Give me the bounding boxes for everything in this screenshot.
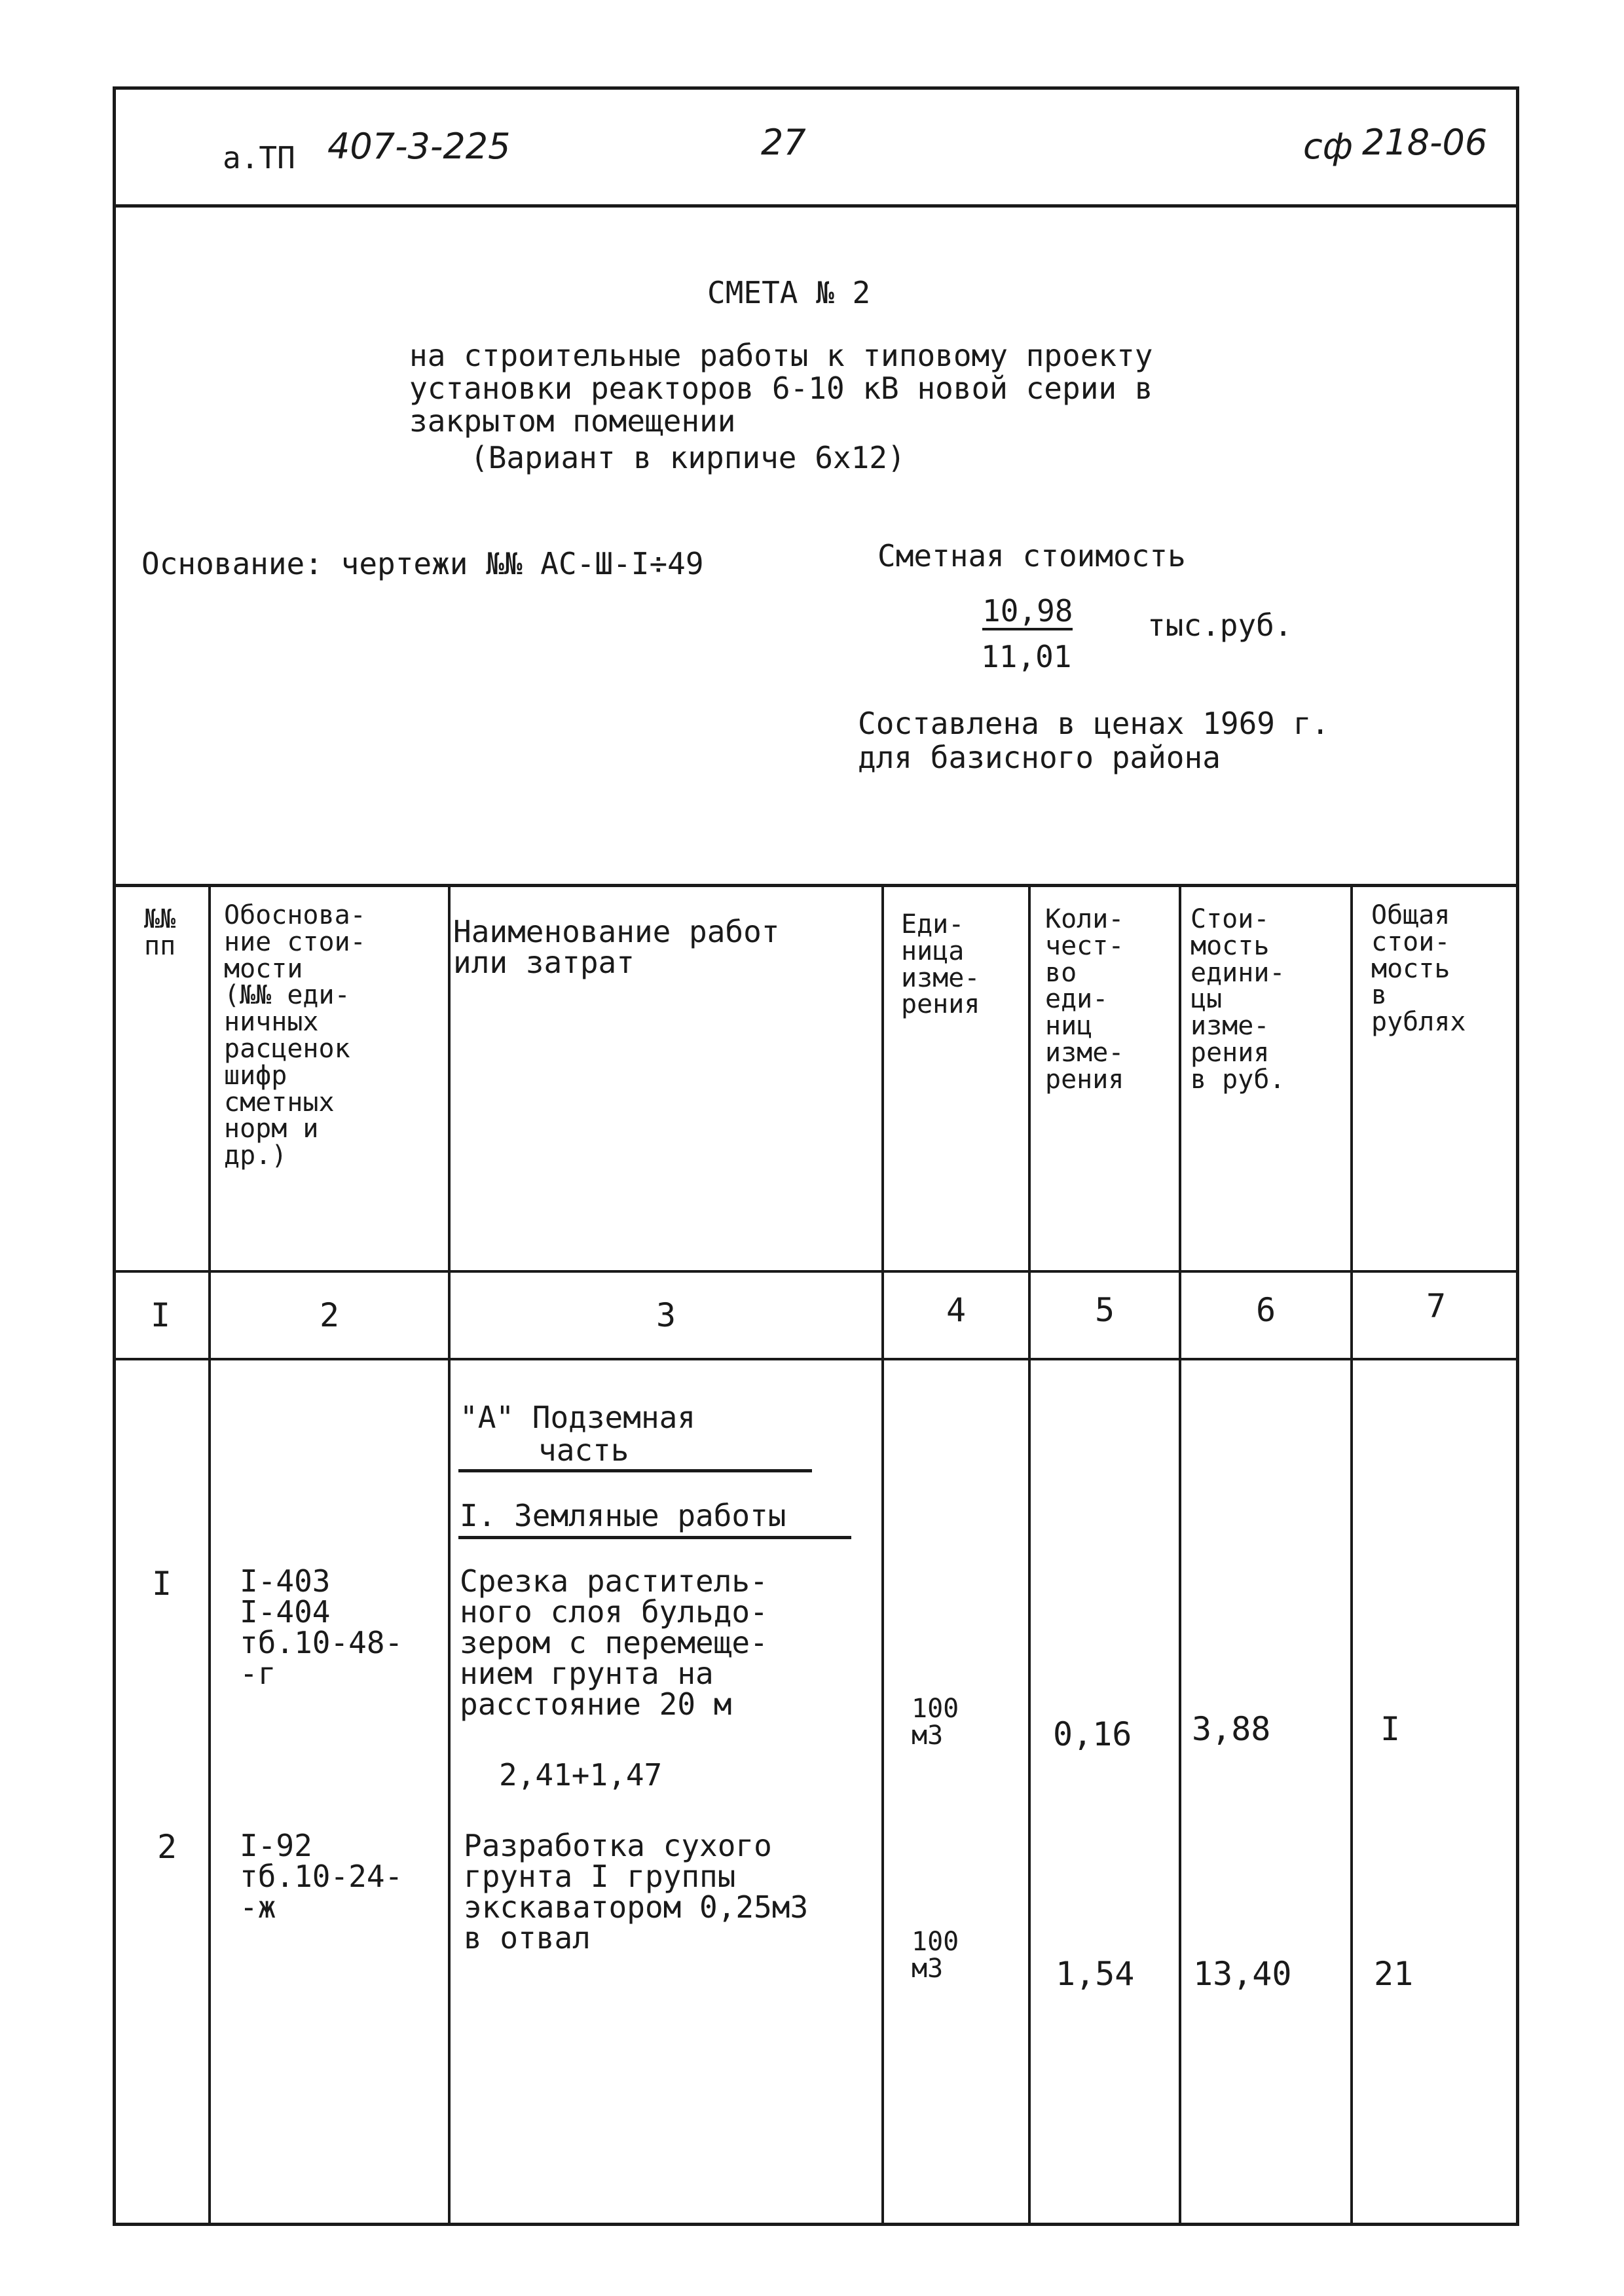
subsection-earthworks: I. Земляные работы [460,1498,786,1533]
column-divider-4 [1028,885,1031,2225]
section-a-heading-line-2: часть [538,1432,629,1468]
row-1-work-name: Срезка раститель- ного слоя бульдо- зером с перемеще- нием грунта на расстояние 20 м [460,1563,768,1722]
page-number: 27 [761,122,806,163]
section-a-underline [458,1469,812,1472]
col-number-6: 6 [1255,1291,1276,1329]
table-column-number-divider [113,1358,1519,1360]
code-prefix: сф [1303,126,1353,167]
section-a-heading: "А" Подземная [460,1400,696,1435]
row-2-unit-cost: 13,40 [1193,1955,1292,1993]
row-2-basis: I-92 тб.10-24- -ж [240,1828,403,1925]
col-header-unit: Еди- ница изме- рения [901,909,980,1020]
col-header-unit-cost: Стои- мость едини- цы изме- рения в руб. [1190,904,1285,1095]
row-2-number: 2 [157,1828,177,1866]
col-header-total-cost: Общая стои- мость в рублях [1371,900,1466,1038]
code-number: 218-06 [1362,122,1488,163]
row-1-number: I [152,1565,172,1603]
col-header-number: №№ пп [144,904,176,961]
table-header-divider [113,1270,1519,1273]
row-1-quantity: 0,16 [1053,1715,1132,1753]
col-header-quantity: Коли- чест- во еди- ниц изме- рения [1045,904,1124,1095]
ref-number: 407-3-225 [327,126,511,167]
col-number-1: I [150,1296,171,1334]
title-line-1: на строительные работы к типовому проекту [409,338,1153,373]
row-2-total-cost: 21 [1374,1955,1414,1993]
title-line-2: установки реакторов 6-10 кВ новой серии в [409,371,1153,406]
cost-denominator: 11,01 [981,639,1072,674]
cost-numerator: 10,98 [982,596,1073,630]
row-1-basis: I-403 I-404 тб.10-48- -г [240,1563,403,1691]
prices-basis-line-1: Составлена в ценах 1969 г. [858,706,1330,741]
ref-prefix: а.ТП [223,140,295,175]
column-divider-5 [1179,885,1181,2225]
col-number-3: 3 [655,1296,676,1334]
row-2-unit: 100 м3 [912,1927,959,1984]
column-divider-2 [448,885,451,2225]
col-number-4: 4 [946,1291,967,1329]
col-number-5: 5 [1094,1291,1115,1329]
basis-drawings: Основание: чертежи №№ АС-Ш-I÷49 [141,546,704,581]
subsection-underline [458,1536,851,1539]
col-header-name: Наименование работ или затрат [453,914,780,980]
column-divider-6 [1350,885,1353,2225]
col-header-basis: Обоснова- ние стои- мости (№№ еди- ничных расценок шифр сметных норм и др.) [224,900,366,1171]
col-number-2: 2 [319,1296,340,1334]
col-number-7: 7 [1426,1287,1447,1325]
table-top-border [113,884,1519,887]
row-1-total-cost: I [1380,1710,1401,1748]
row-2-quantity: 1,54 [1056,1955,1135,1993]
title-line-3: закрытом помещении [409,403,736,439]
column-divider-1 [208,885,211,2225]
header-divider [113,204,1519,208]
cost-unit: тыс.руб. [1147,608,1293,643]
row-1-unit-cost: 3,88 [1192,1710,1271,1748]
column-divider-3 [881,885,884,2225]
row-2-work-name: Разработка сухого грунта I группы экскаватором 0,25м3 в отвал [464,1828,809,1956]
title-line-4: (Вариант в кирпиче 6х12) [470,440,906,475]
document-heading: СМЕТА № 2 [707,275,871,310]
row-1-unit: 100 м3 [912,1694,959,1751]
estimated-cost-label: Сметная стоимость [877,538,1186,574]
prices-basis-line-2: для базисного района [858,740,1221,775]
row-1-formula: 2,41+1,47 [499,1757,663,1793]
